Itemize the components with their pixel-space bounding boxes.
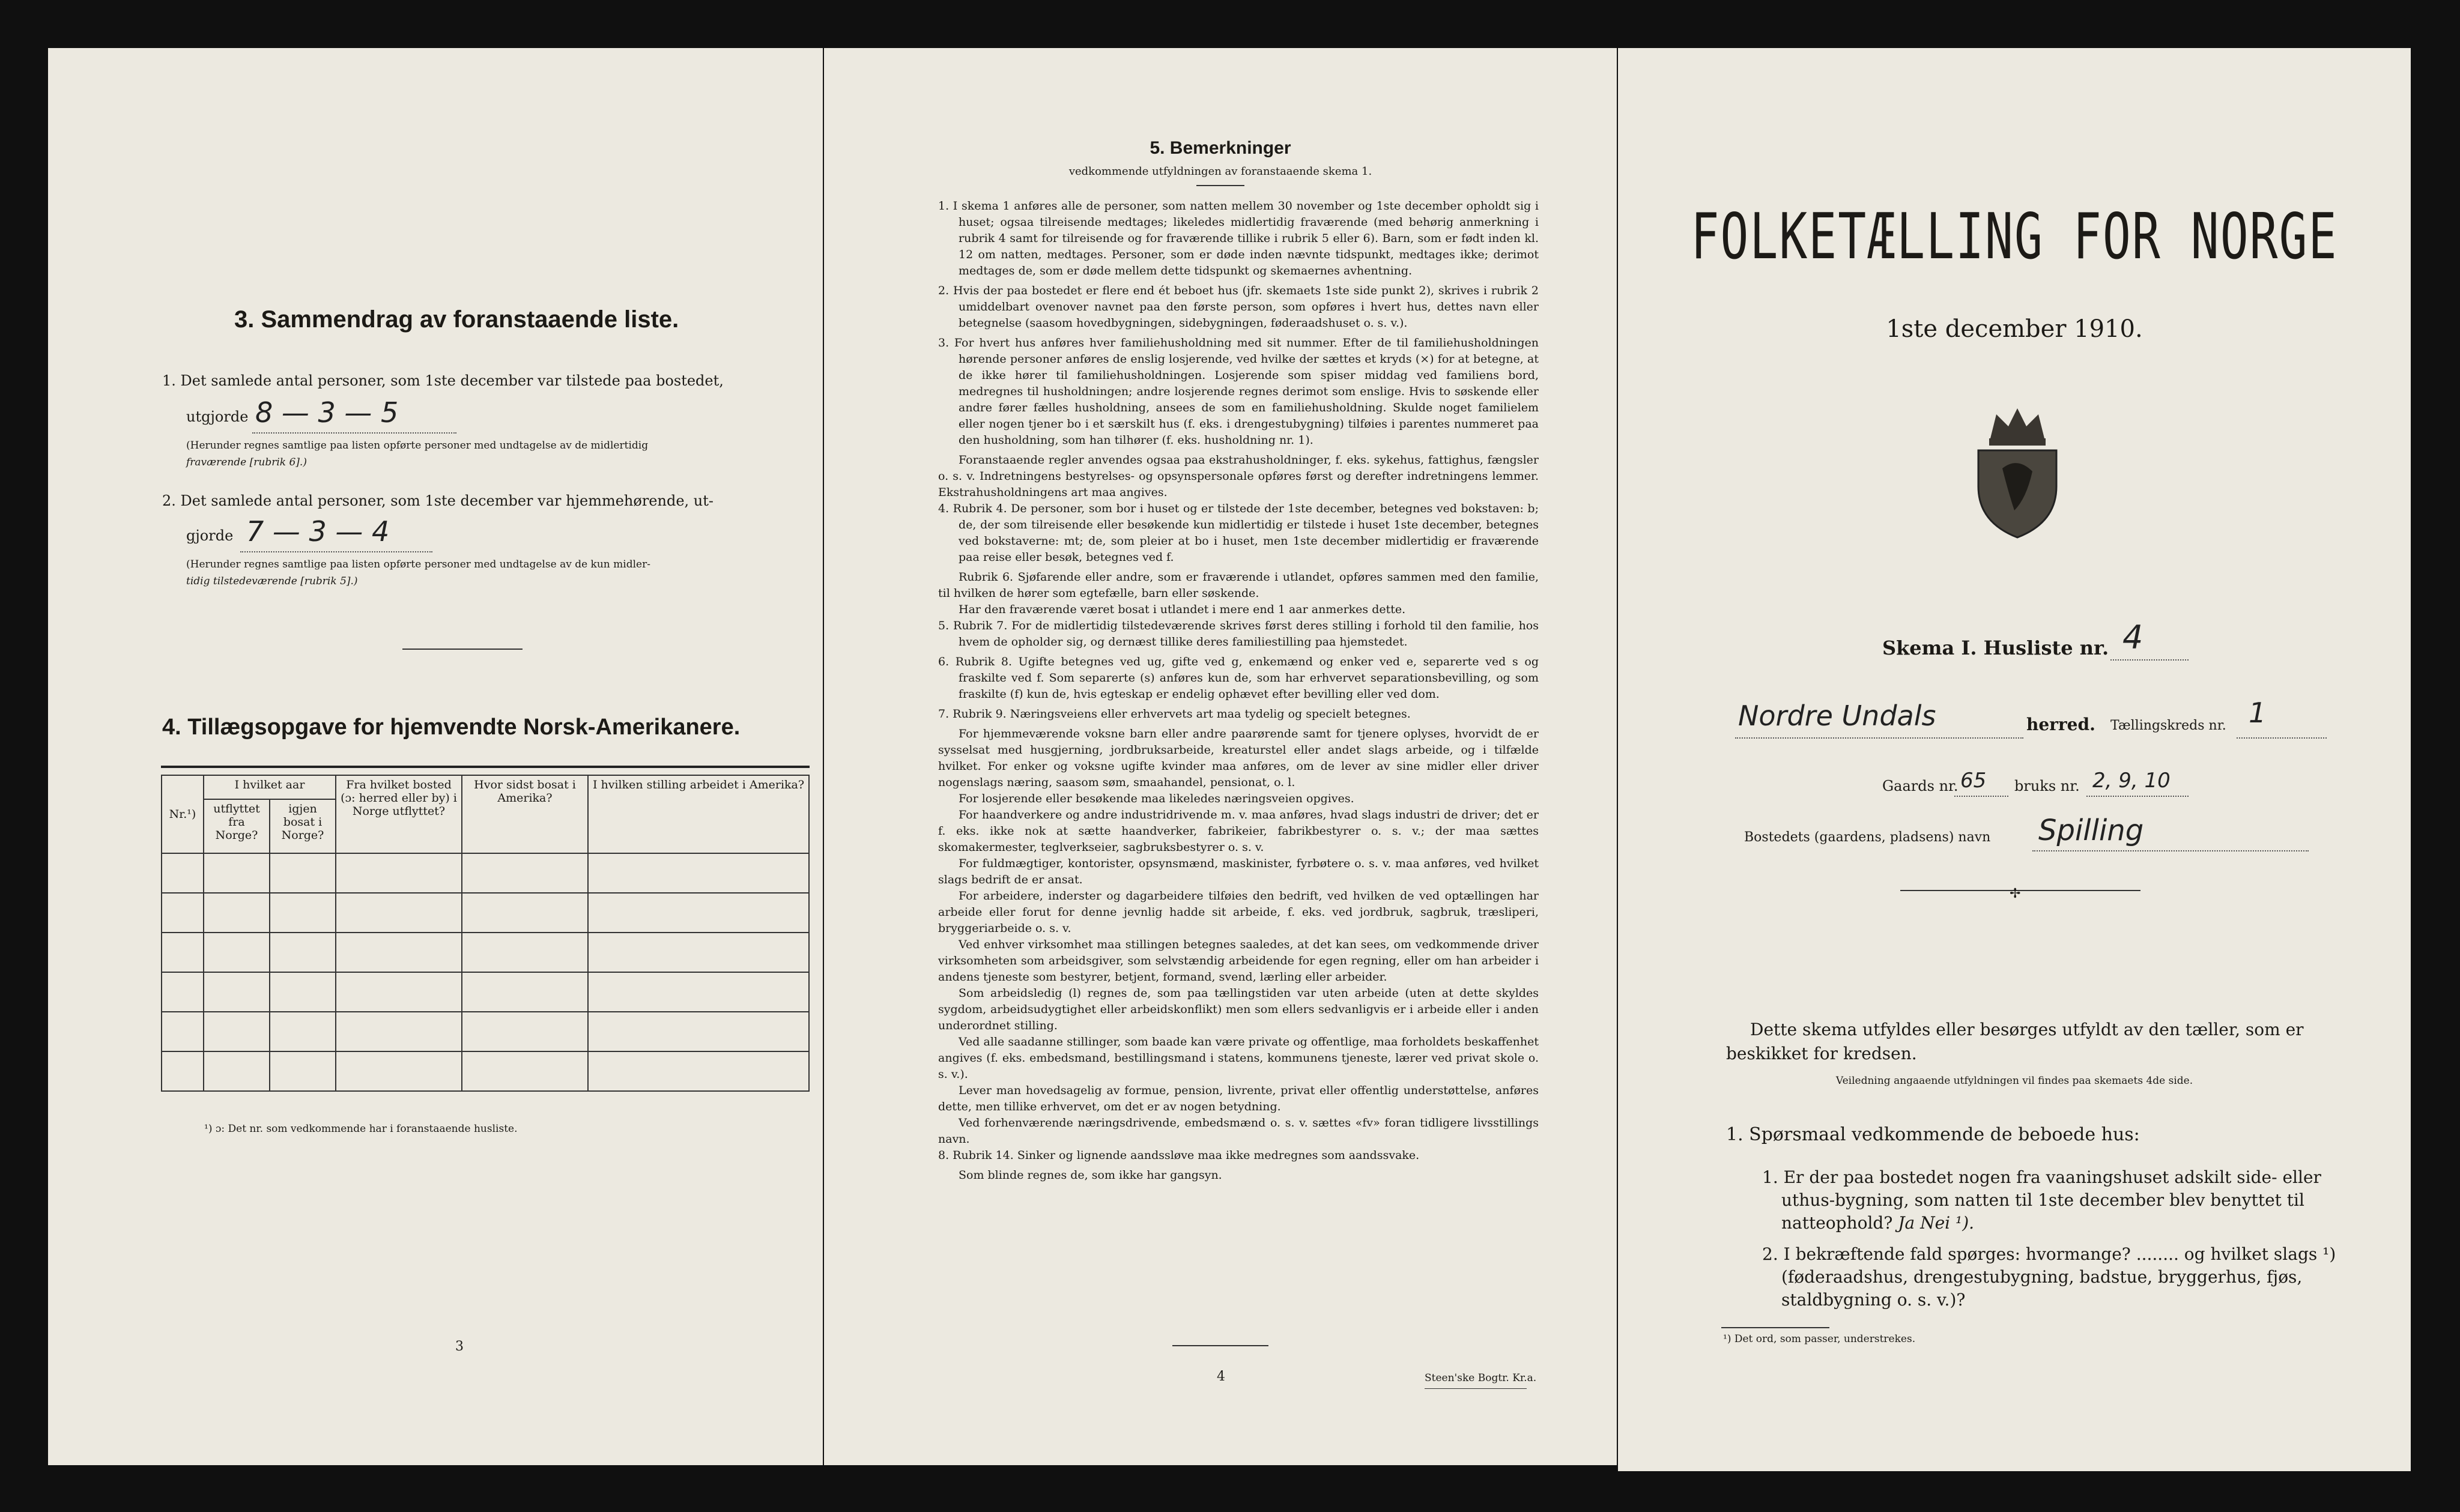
gaards-value: 65 bbox=[1960, 769, 1987, 793]
info-text: Dette skema utfyldes eller besørges utfyldt av den tæller, som er beskikket for kredsen. bbox=[1726, 1020, 2304, 1063]
footnote-rule bbox=[1721, 1327, 1829, 1328]
page-number: 4 bbox=[1217, 1369, 1225, 1384]
remark-item: 7. Rubrik 9. Næringsveiens eller erhvervets art maa tydelig og specielt betegnes. bbox=[938, 707, 1411, 721]
item2-note-a: (Herunder regnes samtlige paa listen opførte personer med undtagelse av de kun midler- bbox=[186, 558, 650, 570]
remark-para: Ved enhver virksomhet maa stillingen betegnes saaledes, at det kan sees, om vedkommende driver virksomheten som arbeidsgiver, som selvstændig arbeidende for egen regning, eller om han arbeider i andens tjeneste som bestyrer, betjent, formand, svend, lærling eller arbeider. bbox=[938, 938, 1539, 984]
remark-item: 8. Rubrik 14. Sinker og lignende aandssløve maa ikke medregnes som aandssvake. bbox=[938, 1149, 1420, 1162]
item2-note-b: tidig tilstedeværende [rubrik 5].) bbox=[186, 575, 358, 587]
remark-para: Ved alle saadanne stillinger, som baade kan være private og offentlige, maa forholdets beskaffenhet angives (f. eks. embedsmand, bestillingsmand i statens, kommunens tjeneste, lærer ved privat skole o. s. v.). bbox=[938, 1035, 1539, 1081]
remark-para: Som blinde regnes de, som ikke har gangsyn. bbox=[959, 1169, 1222, 1182]
remarks-subtitle: vedkommende utfyldningen av foranstaaende skema 1. bbox=[1068, 165, 1372, 178]
table-footnote: ¹) ɔ: Det nr. som vedkommende har i foranstaaende husliste. bbox=[204, 1123, 518, 1135]
table-row bbox=[162, 893, 809, 933]
col-from: Fra hvilket bosted (ɔ: herred eller by) i Norge utflyttet? bbox=[336, 775, 462, 853]
section4-title: 4. Tillægsopgave for hjemvendte Norsk-Amerikanere. bbox=[162, 715, 741, 740]
remark-item: 2. Hvis der paa bostedet er flere end ét beboet hus (jfr. skemaets 1ste side punkt 2), skrives i rubrik 2 umiddelbart ovenover navnet paa den første person, som opføres i hvert hus, dettes navn eller betegnelse (saasom hovedbygningen, sidebygningen, føderaadshuset o. s. v.). bbox=[938, 284, 1539, 330]
gaards-label: Gaards nr. bbox=[1882, 778, 1959, 794]
subtitle-rule bbox=[1196, 185, 1244, 186]
census-title: FOLKETÆLLING FOR NORGE bbox=[1691, 201, 2338, 274]
right-footnote: ¹) Det ord, som passer, understrekes. bbox=[1723, 1333, 1916, 1345]
bruks-label: bruks nr. bbox=[2014, 778, 2080, 794]
middle-page bbox=[824, 48, 1617, 1465]
item1-text: 1. Det samlede antal personer, som 1ste december var tilstede paa bostedet, bbox=[162, 372, 724, 389]
remark-para: For losjerende eller besøkende maa likeledes næringsveien opgives. bbox=[959, 792, 1354, 805]
question-1 bbox=[1762, 1166, 2346, 1235]
item2-prefix: gjorde bbox=[186, 527, 234, 544]
herred-line bbox=[1735, 737, 2023, 739]
question-heading: 1. Spørsmaal vedkommende de beboede hus: bbox=[1726, 1124, 2140, 1145]
coat-of-arms-icon bbox=[1966, 396, 2068, 540]
remark-item: 1. I skema 1 anføres alle de personer, som natten mellem 30 november og 1ste december opholdt sig i huset; ogsaa tilreisende medtages; likeledes midlertidig fraværende (med behørig anmerkning i rubrik 4 samt for tilreisende og for fraværende tillike i rubrik 5 eller 6). Barn, som er født inden kl. 12 om natten, medtages. Personer, som er døde inden nævnte tidspunkt, medtages ikke; derimot medtages de, som er døde mellem dette tidspunkt og skemaernes avhentning. bbox=[938, 199, 1539, 277]
table-row bbox=[162, 972, 809, 1012]
remark-para: Ved forhenværende næringsdrivende, embedsmænd o. s. v. sættes «fv» foran tidligere livsstillings navn. bbox=[938, 1116, 1539, 1146]
remark-item: 4. Rubrik 4. De personer, som bor i huset og er tilstede der 1ste december, betegnes ved bokstaven: b; de, der som tilreisende eller besøkende kun midlertidig er tilstede i huset 1ste december, betegnes ved bokstaverne: mt; de, som pleier at bo i huset, men 1ste december midlertidig er fraværende paa reise eller besøk, betegnes ved f. bbox=[938, 502, 1539, 564]
table-row bbox=[162, 933, 809, 972]
remark-para: For arbeidere, inderster og dagarbeidere tilføies den bedrift, ved hvilken de ved optællingen har arbeide eller forut for denne jevnlig hadde sit arbeide, f. eks. ved jordbruk, sagbruk, træsliperi, bryggeriarbeide o. s. v. bbox=[938, 889, 1539, 935]
bosted-value: Spilling bbox=[2038, 814, 2144, 847]
section3-title: 3. Sammendrag av foranstaaende liste. bbox=[234, 306, 679, 333]
item1-prefix: utgjorde bbox=[186, 408, 249, 425]
table-row bbox=[162, 1051, 809, 1091]
schema-number: 4 bbox=[2122, 618, 2143, 656]
remark-para: For haandverkere og andre industridrivende m. v. maa anføres, hvad slags industri de driver; det er f. eks. ikke nok at sætte haandverker, fabrikeier, fabrikbestyrer o. s. v.; der maa sættes skomakermester, teglverkseier, sagbruksbestyrer o. s. v. bbox=[938, 808, 1539, 854]
kreds-line bbox=[2237, 737, 2327, 739]
remark-para: Foranstaaende regler anvendes ogsaa paa ekstrahusholdninger, f. eks. sykehus, fattighus, fængsler o. s. v. Indretningens bestyrelses- og opsynspersonale opføres først og derefter indretningens lemmer. Ekstrahusholdningens art maa angives. bbox=[938, 453, 1539, 499]
bruks-value: 2, 9, 10 bbox=[2092, 769, 2171, 793]
remark-para: Lever man hovedsagelig av formue, pension, livrente, privat eller offentlig understøttelse, anføres dette, men tillike erhvervet, om det er av nogen betydning. bbox=[938, 1084, 1539, 1113]
table-top-rule bbox=[161, 766, 810, 768]
table-row bbox=[162, 1012, 809, 1051]
printer-mark: Steen'ske Bogtr. Kr.a. bbox=[1425, 1372, 1537, 1384]
remark-item: 3. For hvert hus anføres hver familiehusholdning med sit nummer. Efter de til familiehusholdningen hørende personer anføres de enslig losjerende, ved hvilke der sættes et kryds (×) for at betegne, at de ikke hører til familiehusholdningen. Losjerende som spiser middag ved familiens bord, medregnes til husholdningen; andre losjerende regnes derimot som enslige. Hvis to søskende eller andre fører fælles husholdning, ansees de som en familiehusholdning. Skulde noget familielem eller nogen tjener bo i et særskilt hus (f. eks. i drengestubygning) tilføies i parentes nummeret paa den husholdning, som han tilhører (f. eks. husholdning nr. 1). bbox=[938, 336, 1539, 447]
norsk-amerikanere-table bbox=[161, 775, 810, 1092]
kreds-label: Tællingskreds nr. bbox=[2110, 718, 2226, 733]
remark-item: 6. Rubrik 8. Ugifte betegnes ved ug, gifte ved g, enkemænd og enker ved e, separerte ved s og fraskilte ved f. Som separerte (s) anføres kun de, som har erhvervet separationsbevilling, og som fraskilte (f) kun de, hvis egteskap er endelig ophævet efter bevilling eller ved dom. bbox=[938, 655, 1539, 701]
gaards-line bbox=[1954, 796, 2008, 797]
col-nr: Nr.¹) bbox=[162, 775, 204, 853]
col-returned: igjen bosat i Norge? bbox=[270, 799, 336, 853]
printer-rule bbox=[1425, 1388, 1527, 1389]
item2-line bbox=[240, 551, 432, 552]
item1-note-b: fraværende [rubrik 6].) bbox=[186, 456, 307, 468]
question-1-text: 1. Er der paa bostedet nogen fra vaaningshuset adskilt side- eller uthus-bygning, som natten til 1ste december blev benyttet til natteophold? bbox=[1762, 1167, 2321, 1233]
divider bbox=[402, 649, 523, 650]
remark-para: Rubrik 6. Sjøfarende eller andre, som er fraværende i utlandet, opføres sammen med den familie, til hvilken de hører som egtefælle, barn eller søskende. bbox=[938, 570, 1539, 600]
table-row bbox=[162, 853, 809, 893]
remark-para: Har den fraværende været bosat i utlandet i mere end 1 aar anmerkes dette. bbox=[959, 603, 1406, 616]
herred-label: herred. bbox=[2026, 715, 2095, 734]
bosted-line bbox=[2032, 850, 2309, 851]
col-last: Hvor sidst bosat i Amerika? bbox=[462, 775, 588, 853]
schema-label: Skema I. Husliste nr. bbox=[1882, 637, 2109, 659]
remark-para: For fuldmægtiger, kontorister, opsynsmænd, maskinister, fyrbøtere o. s. v. maa anføres, ved hvilket slags bedrift de er ansat. bbox=[938, 857, 1539, 886]
guide-text: Veiledning angaaende utfyldningen vil findes paa skemaets 4de side. bbox=[1835, 1075, 2193, 1087]
question-1-answer: Ja Nei ¹). bbox=[1898, 1213, 1975, 1233]
end-rule bbox=[1172, 1345, 1268, 1346]
right-page bbox=[1618, 48, 2411, 1471]
item1-line bbox=[252, 432, 456, 434]
remark-para: For hjemmeværende voksne barn eller andre paarørende samt for tjenere oplyses, hvorvidt de er sysselsat med husgjerning, jordbruksarbeide, kreaturstel eller andet slags arbeide, og i tilfælde hvilket. For enker og voksne ugifte kvinder maa anføres, om de lever av sine midler eller driver nogenslags næring, saasom søm, smaahandel, pensionat, o. l. bbox=[938, 727, 1539, 789]
kreds-value: 1 bbox=[2249, 697, 2267, 729]
schema-line bbox=[2110, 659, 2189, 661]
remark-item: 5. Rubrik 7. For de midlertidig tilstedeværende skrives først deres stilling i forhold til den familie, hos hvem de opholder sig, og dernæst tillike deres familiestilling paa hjemstedet. bbox=[938, 619, 1539, 649]
bosted-label: Bostedets (gaardens, pladsens) navn bbox=[1744, 830, 1991, 845]
herred-value: Nordre Undals bbox=[1738, 700, 1936, 732]
page-number: 3 bbox=[455, 1339, 464, 1354]
item1-note-a: (Herunder regnes samtlige paa listen opførte personer med undtagelse av de midlertidig bbox=[186, 440, 649, 452]
remarks-title: 5. Bemerkninger bbox=[1150, 138, 1291, 158]
question-2: 2. I bekræftende fald spørges: hvormange? ........ og hvilket slags ¹) (føderaadshus, drengestubygning, badstue, bryggerhus, fjøs, staldbygning o. s. v.)? bbox=[1762, 1244, 2336, 1310]
col-year-group: I hvilket aar bbox=[204, 775, 336, 799]
remark-para: Som arbeidsledig (l) regnes de, som paa tællingstiden var uten arbeide (uten at dette skyldes sygdom, arbeidsudygtighet eller arbeidskonflikt) men som ellers sedvanligvis er i arbeide eller i anden underordnet stilling. bbox=[938, 987, 1539, 1032]
item2-text: 2. Det samlede antal personer, som 1ste december var hjemmehørende, ut- bbox=[162, 492, 713, 509]
item1-value: 8 — 3 — 5 bbox=[255, 396, 399, 429]
item2-value: 7 — 3 — 4 bbox=[246, 515, 390, 548]
col-position: I hvilken stilling arbeidet i Amerika? bbox=[588, 775, 809, 853]
remarks-list bbox=[938, 198, 1539, 1184]
census-date: 1ste december 1910. bbox=[1886, 315, 2143, 343]
ornament-icon: ✢ bbox=[2010, 886, 2021, 901]
left-page bbox=[48, 48, 823, 1465]
col-emigrated: utflyttet fra Norge? bbox=[204, 799, 270, 853]
bruks-line bbox=[2086, 796, 2189, 797]
